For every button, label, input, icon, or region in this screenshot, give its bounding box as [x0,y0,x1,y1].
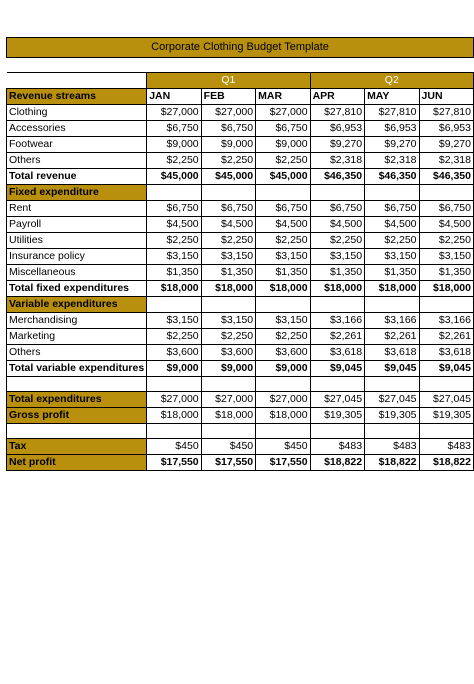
value-cell[interactable]: $3,150 [310,249,364,265]
value-cell[interactable]: $18,822 [419,455,473,471]
value-cell[interactable]: $46,350 [365,169,419,185]
value-cell[interactable]: $2,261 [310,329,364,345]
value-cell[interactable]: $27,000 [256,392,310,408]
empty-cell[interactable] [365,185,419,201]
row-label[interactable]: Rent [7,201,147,217]
section-header-variable[interactable]: Variable expenditures [7,297,147,313]
row-label[interactable]: Miscellaneous [7,265,147,281]
value-cell[interactable]: $3,600 [147,345,201,361]
value-cell[interactable]: $9,000 [201,137,255,153]
month-header-jan[interactable]: JAN [147,89,201,105]
value-cell[interactable]: $6,750 [365,201,419,217]
value-cell[interactable]: $6,750 [256,121,310,137]
empty-cell[interactable] [201,377,255,392]
month-header-feb[interactable]: FEB [201,89,255,105]
value-cell[interactable]: $9,045 [419,361,473,377]
value-cell[interactable]: $3,618 [365,345,419,361]
value-cell[interactable]: $3,600 [256,345,310,361]
corner-cell [7,73,147,89]
value-cell[interactable]: $4,500 [201,217,255,233]
value-cell[interactable]: $1,350 [201,265,255,281]
value-cell[interactable]: $2,250 [256,233,310,249]
empty-cell[interactable] [419,185,473,201]
value-cell[interactable]: $3,150 [201,249,255,265]
value-cell[interactable]: $2,250 [256,329,310,345]
value-cell[interactable]: $18,000 [147,408,201,424]
value-cell[interactable]: $1,350 [419,265,473,281]
value-cell[interactable]: $17,550 [256,455,310,471]
value-cell[interactable]: $27,810 [310,105,364,121]
value-cell[interactable]: $46,350 [419,169,473,185]
empty-cell[interactable] [310,297,364,313]
row-label[interactable]: Footwear [7,137,147,153]
value-cell[interactable]: $27,000 [256,105,310,121]
table-row [7,265,474,281]
row-label[interactable]: Total expenditures [7,392,147,408]
value-cell[interactable]: $18,822 [310,455,364,471]
table-row [7,313,474,329]
value-cell[interactable]: $18,000 [310,281,364,297]
month-header-mar[interactable]: MAR [256,89,310,105]
sheet-title[interactable]: Corporate Clothing Budget Template [7,38,474,58]
row-label[interactable]: Gross profit [7,408,147,424]
value-cell[interactable]: $3,618 [310,345,364,361]
empty-cell[interactable] [365,297,419,313]
table-row [7,153,474,169]
value-cell[interactable]: $3,150 [256,313,310,329]
value-cell[interactable]: $17,550 [201,455,255,471]
value-cell[interactable]: $19,305 [310,408,364,424]
value-cell[interactable]: $4,500 [147,217,201,233]
value-cell[interactable]: $3,150 [147,249,201,265]
value-cell[interactable]: $450 [256,439,310,455]
value-cell[interactable]: $3,618 [419,345,473,361]
value-cell[interactable]: $2,250 [147,233,201,249]
tax-row [7,439,474,455]
value-cell[interactable]: $483 [365,439,419,455]
total-variable-row [7,361,474,377]
empty-cell[interactable] [365,377,419,392]
value-cell[interactable]: $2,318 [419,153,473,169]
month-header-jun[interactable]: JUN [419,89,473,105]
value-cell[interactable]: $2,250 [419,233,473,249]
total-revenue-row [7,169,474,185]
value-cell[interactable]: $6,750 [147,201,201,217]
empty-cell[interactable] [310,185,364,201]
value-cell[interactable]: $27,810 [365,105,419,121]
value-cell[interactable]: $4,500 [310,217,364,233]
value-cell[interactable]: $27,810 [419,105,473,121]
value-cell[interactable]: $6,750 [256,201,310,217]
value-cell[interactable]: $3,150 [256,249,310,265]
table-row [7,329,474,345]
value-cell[interactable]: $3,166 [310,313,364,329]
budget-table [6,37,474,471]
value-cell[interactable]: $2,318 [365,153,419,169]
row-label[interactable]: Insurance policy [7,249,147,265]
value-cell[interactable]: $45,000 [147,169,201,185]
value-cell[interactable]: $2,261 [419,329,473,345]
value-cell[interactable]: $2,250 [147,329,201,345]
value-cell[interactable]: $2,261 [365,329,419,345]
empty-cell[interactable] [256,185,310,201]
empty-cell[interactable] [201,424,255,439]
row-label[interactable]: Net profit [7,455,147,471]
net-profit-row [7,455,474,471]
value-cell[interactable]: $6,750 [201,201,255,217]
value-cell[interactable]: $2,250 [201,233,255,249]
value-cell[interactable]: $3,600 [201,345,255,361]
value-cell[interactable]: $1,350 [365,265,419,281]
value-cell[interactable]: $2,250 [147,153,201,169]
value-cell[interactable]: $18,000 [256,281,310,297]
empty-cell[interactable] [256,297,310,313]
value-cell[interactable]: $18,000 [201,281,255,297]
value-cell[interactable]: $450 [147,439,201,455]
value-cell[interactable]: $9,000 [201,361,255,377]
value-cell[interactable]: $3,166 [365,313,419,329]
value-cell[interactable]: $6,750 [310,201,364,217]
month-header-row [7,89,474,105]
value-cell[interactable]: $1,350 [256,265,310,281]
value-cell[interactable]: $2,250 [256,153,310,169]
row-label[interactable]: Total variable expenditures [7,361,147,377]
row-label[interactable]: Accessories [7,121,147,137]
value-cell[interactable]: $4,500 [365,217,419,233]
value-cell[interactable]: $6,750 [201,121,255,137]
value-cell[interactable]: $18,000 [365,281,419,297]
empty-cell[interactable] [365,424,419,439]
row-label[interactable]: Clothing [7,105,147,121]
value-cell[interactable]: $9,270 [310,137,364,153]
value-cell[interactable]: $9,270 [365,137,419,153]
empty-cell[interactable] [147,297,201,313]
section-header-fixed-row [7,185,474,201]
empty-cell[interactable] [201,297,255,313]
value-cell[interactable]: $18,000 [256,408,310,424]
value-cell[interactable]: $2,250 [201,329,255,345]
value-cell[interactable]: $19,305 [419,408,473,424]
total-expenditures-row [7,392,474,408]
row-label[interactable]: Utilities [7,233,147,249]
value-cell[interactable]: $19,305 [365,408,419,424]
value-cell[interactable]: $27,045 [419,392,473,408]
value-cell[interactable]: $27,045 [310,392,364,408]
value-cell[interactable]: $17,550 [147,455,201,471]
value-cell[interactable]: $6,953 [365,121,419,137]
value-cell[interactable]: $9,270 [419,137,473,153]
empty-cell[interactable] [256,377,310,392]
value-cell[interactable]: $6,953 [310,121,364,137]
value-cell[interactable]: $1,350 [147,265,201,281]
row-label[interactable]: Others [7,153,147,169]
empty-cell[interactable] [7,377,147,392]
value-cell[interactable]: $483 [419,439,473,455]
value-cell[interactable]: $27,000 [147,392,201,408]
blank-row [7,424,474,439]
value-cell[interactable]: $27,045 [365,392,419,408]
quarter-header-q2[interactable]: Q2 [310,73,473,89]
empty-cell[interactable] [147,424,201,439]
blank-row [7,377,474,392]
value-cell[interactable]: $2,250 [310,233,364,249]
value-cell[interactable]: $6,953 [419,121,473,137]
table-row [7,345,474,361]
row-label[interactable]: Total revenue [7,169,147,185]
value-cell[interactable]: $9,000 [256,137,310,153]
value-cell[interactable]: $3,150 [201,313,255,329]
value-cell[interactable]: $3,150 [419,249,473,265]
value-cell[interactable]: $45,000 [256,169,310,185]
value-cell[interactable]: $9,045 [365,361,419,377]
value-cell[interactable]: $3,166 [419,313,473,329]
value-cell[interactable]: $18,000 [201,408,255,424]
value-cell[interactable]: $9,000 [147,137,201,153]
empty-cell[interactable] [419,297,473,313]
value-cell[interactable]: $2,318 [310,153,364,169]
value-cell[interactable]: $6,750 [147,121,201,137]
month-header-apr[interactable]: APR [310,89,364,105]
row-label[interactable]: Total fixed expenditures [7,281,147,297]
empty-cell[interactable] [147,377,201,392]
spacer-cell [7,58,474,73]
table-row [7,201,474,217]
empty-cell[interactable] [147,185,201,201]
total-fixed-row [7,281,474,297]
value-cell[interactable]: $45,000 [201,169,255,185]
row-label[interactable]: Payroll [7,217,147,233]
value-cell[interactable]: $450 [201,439,255,455]
table-row [7,105,474,121]
month-header-may[interactable]: MAY [365,89,419,105]
budget-sheet [6,37,474,471]
table-row [7,217,474,233]
value-cell[interactable]: $27,000 [147,105,201,121]
value-cell[interactable]: $4,500 [419,217,473,233]
value-cell[interactable]: $3,150 [365,249,419,265]
value-cell[interactable]: $18,000 [147,281,201,297]
value-cell[interactable]: $27,000 [201,105,255,121]
value-cell[interactable]: $46,350 [310,169,364,185]
row-label[interactable]: Others [7,345,147,361]
value-cell[interactable]: $18,822 [365,455,419,471]
section-header-variable-row [7,297,474,313]
row-label[interactable]: Tax [7,439,147,455]
empty-cell[interactable] [310,424,364,439]
table-row [7,121,474,137]
quarter-header-q1[interactable]: Q1 [147,73,310,89]
empty-cell[interactable] [419,424,473,439]
table-row [7,249,474,265]
value-cell[interactable]: $4,500 [256,217,310,233]
value-cell[interactable]: $9,000 [147,361,201,377]
value-cell[interactable]: $2,250 [365,233,419,249]
value-cell[interactable]: $18,000 [419,281,473,297]
value-cell[interactable]: $3,150 [147,313,201,329]
value-cell[interactable]: $9,000 [256,361,310,377]
value-cell[interactable]: $27,000 [201,392,255,408]
empty-cell[interactable] [7,424,147,439]
section-header-revenue[interactable]: Revenue streams [7,89,147,105]
value-cell[interactable]: $483 [310,439,364,455]
empty-cell[interactable] [256,424,310,439]
row-label[interactable]: Merchandising [7,313,147,329]
table-row [7,233,474,249]
empty-cell[interactable] [201,185,255,201]
gross-profit-row [7,408,474,424]
value-cell[interactable]: $6,750 [419,201,473,217]
value-cell[interactable]: $2,250 [201,153,255,169]
value-cell[interactable]: $1,350 [310,265,364,281]
empty-cell[interactable] [419,377,473,392]
section-header-fixed[interactable]: Fixed expenditure [7,185,147,201]
table-row [7,137,474,153]
value-cell[interactable]: $9,045 [310,361,364,377]
empty-cell[interactable] [310,377,364,392]
row-label[interactable]: Marketing [7,329,147,345]
